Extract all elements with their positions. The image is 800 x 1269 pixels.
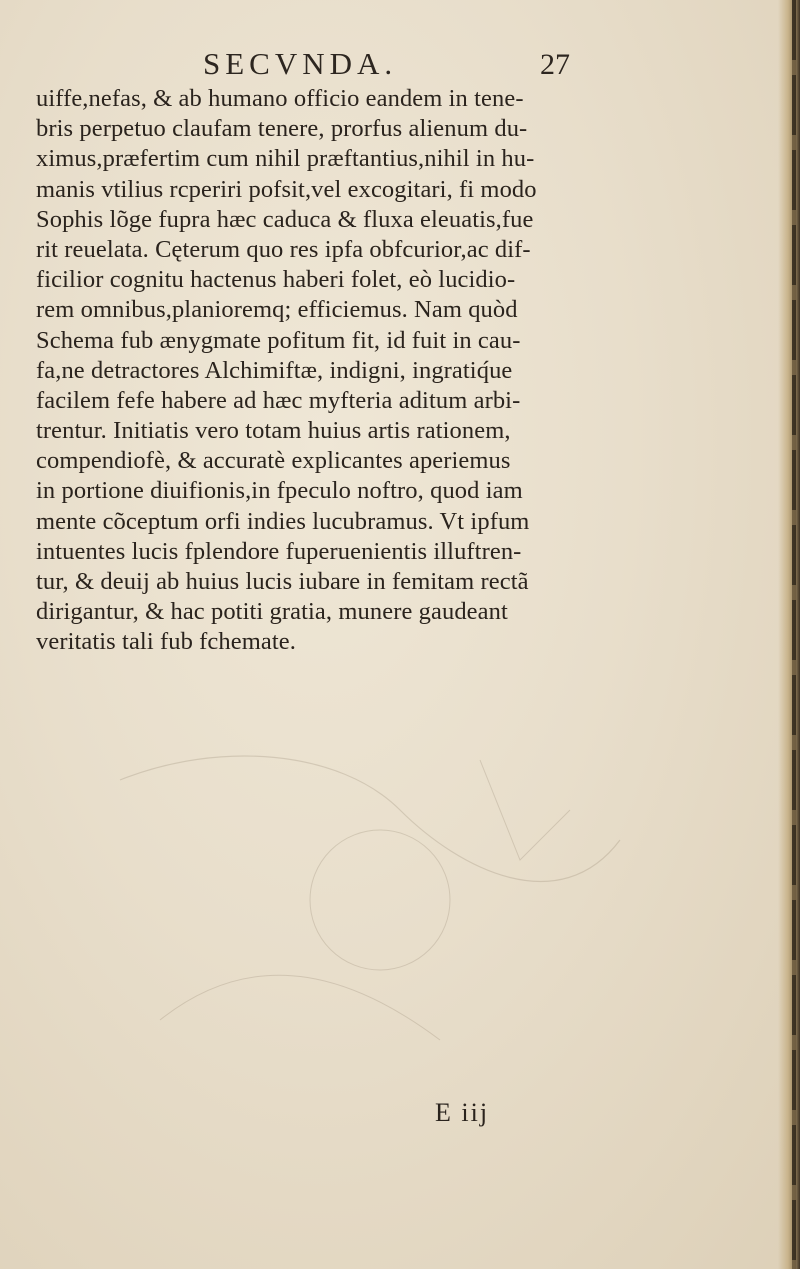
show-through-marks bbox=[100, 720, 660, 1100]
text-line: trentur. Initiatis vero totam huius artis rationem, bbox=[36, 417, 511, 445]
signature-mark: E iij bbox=[435, 1098, 490, 1127]
text-line: fa,ne detractores Alchimiftæ, indigni, ingratiq́ue bbox=[36, 356, 513, 384]
running-head: SECVNDA. bbox=[203, 46, 398, 81]
text-line: dirigantur, & hac potiti gratia, munere gaudeant bbox=[36, 598, 508, 626]
binding-thread bbox=[792, 0, 796, 1269]
page-number: 27 bbox=[540, 48, 570, 81]
text-line: ficilior cognitu hactenus haberi folet, eò lucidio- bbox=[36, 266, 516, 294]
text-line: ximus,præfertim cum nihil præftantius,nihil in hu- bbox=[36, 145, 535, 173]
text-line: bris perpetuo claufam tenere, prorfus alienum du- bbox=[36, 115, 528, 143]
binding-edge bbox=[778, 0, 800, 1269]
text-line: veritatis tali fub fchemate. bbox=[36, 628, 296, 656]
text-line: facilem fefe habere ad hæc myfteria aditum arbi- bbox=[36, 386, 521, 414]
text-line: uiffe,nefas, & ab humano officio eandem in tene- bbox=[36, 85, 524, 112]
body-text bbox=[36, 84, 616, 658]
text-line: manis vtilius rcperiri pofsit,vel excogitari, fi modo bbox=[36, 175, 537, 203]
text-line: rit reuelata. Cęterum quo res ipfa obfcurior,ac dif- bbox=[36, 235, 531, 263]
text-line: intuentes lucis fplendore fuperuenientis illuftren- bbox=[36, 537, 522, 565]
text-line: mente cõceptum orfi indies lucubramus. Vt ipfum bbox=[36, 507, 530, 535]
text-line: tur, & deuij ab huius lucis iubare in femitam rectã bbox=[36, 568, 529, 595]
text-line: compendiofè, & accuratè explicantes aperiemus bbox=[36, 447, 511, 475]
text-line: Schema fub ænygmate pofitum fit, id fuit in cau- bbox=[36, 326, 521, 354]
text-line: rem omnibus,planioremq; efficiemus. Nam quòd bbox=[36, 296, 518, 324]
text-line: in portione diuifionis,in fpeculo noftro, quod iam bbox=[36, 477, 523, 505]
text-line: Sophis lõge fupra hæc caduca & fluxa eleuatis,fue bbox=[36, 205, 534, 233]
